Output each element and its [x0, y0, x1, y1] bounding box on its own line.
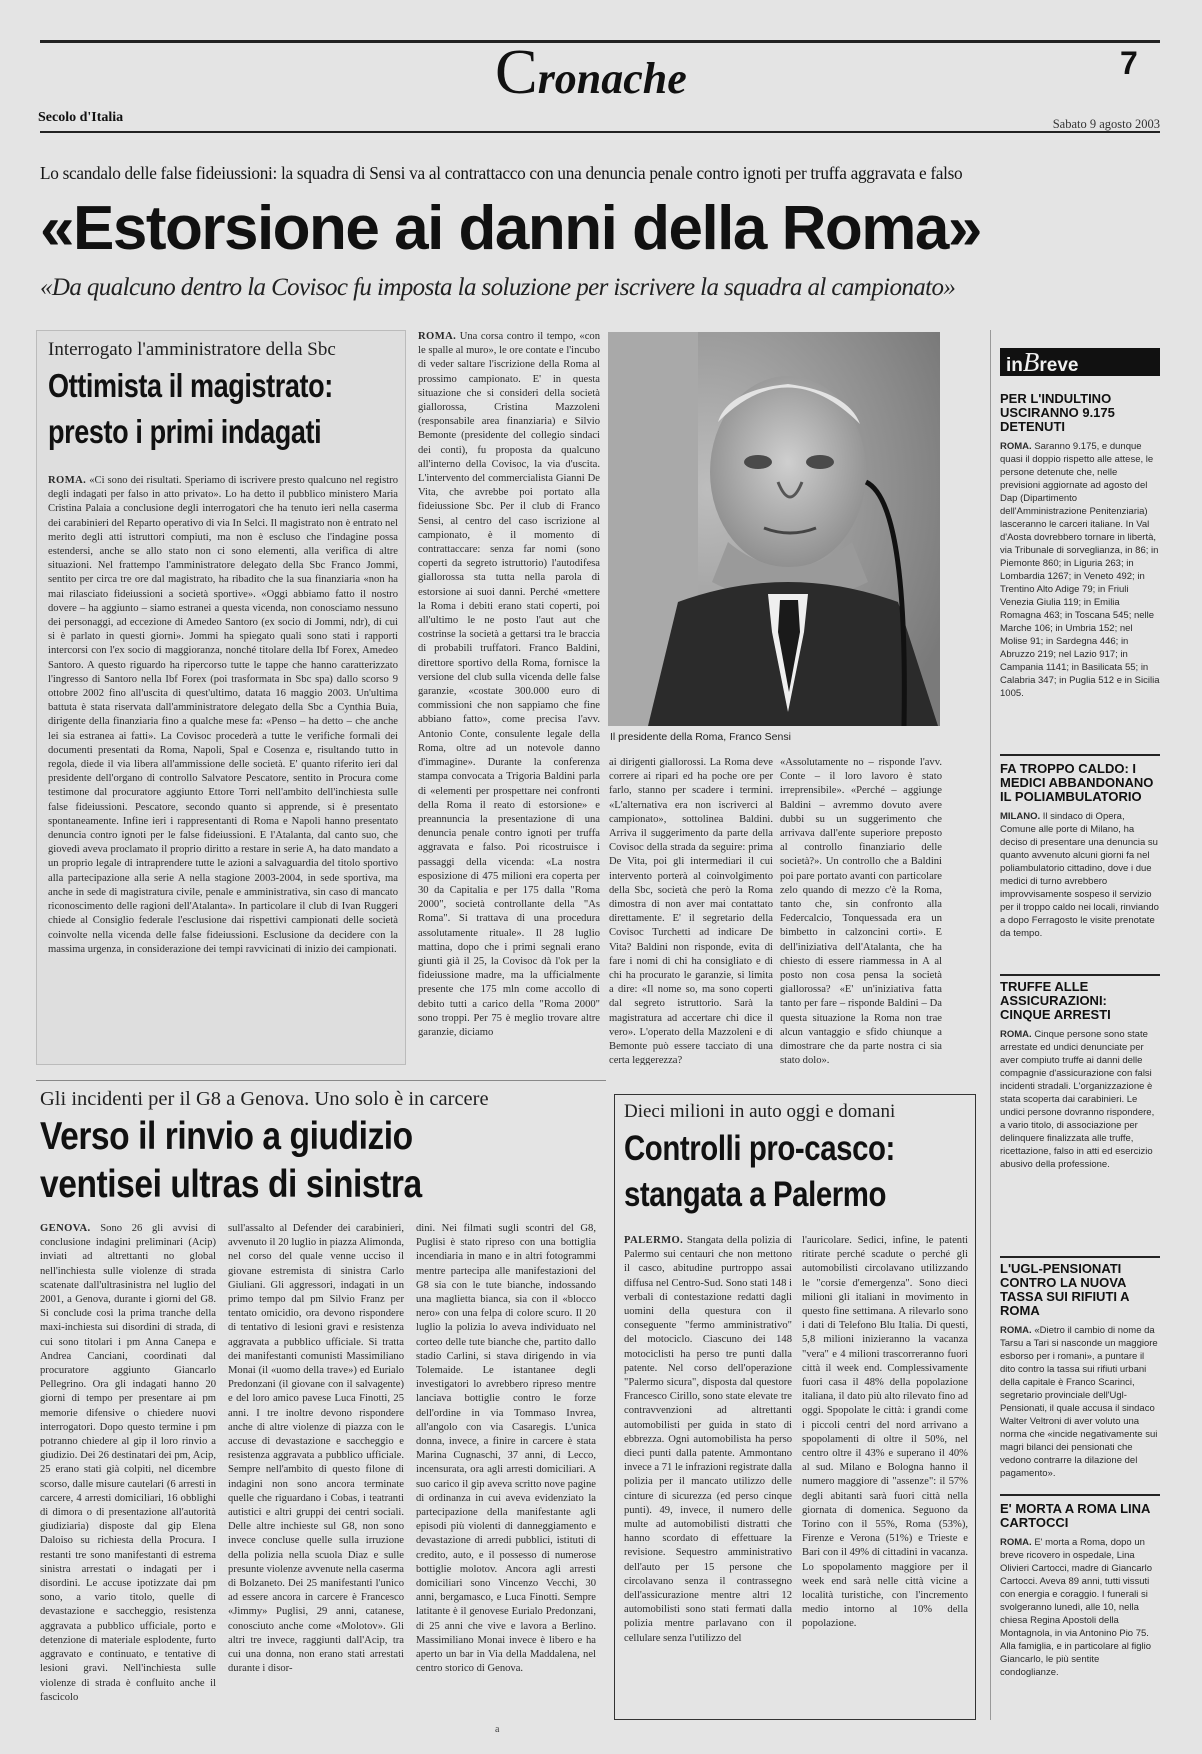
g8-col2-text: sull'assalto al Defender dei carabinieri, avvenuto il 20 luglio in piazza Alimonda, nel corso del quale venne ucciso il giovane estremista di sinistra Carlo Giuliani. Gli aggressori, indagati in un primo tempo dal pm Silvio Franz per tentato omicidio, ora devono rispondere di tentativo di lesioni gravi e resistenza aggravata a pubblico ufficiale. Si tratta dei manifestanti comunisti Massimiliano Monai (il «uomo della trave») ed Eurialo Predonzani (il giovane con il salvagente) e del loro amico pavese Luca Finotti, 25 anni. I tre inoltre devono rispondere anche di altre violenze di piazza con le accuse di devastazione e saccheggio e resistenza aggravata a pubblico ufficiale. Sempre nell'ambito di questo filone di indagini non sono ancora terminate quelle che riguardano i Cobas, i teatranti autistici e altri gruppi dei centri sociali. Delle altre inchieste sul G8, non sono invece concluse quelle sulla irruzione della polizia nella scuola Diaz e sulle presunte violenze avvenute nella caserma di Bolzaneto. Dei 25 manifestanti l'unico ad essere ancora in carcere è Francesco «Jimmy» Puglisi, 29 anni, catanese, conosciuto anche come «Molotov». Gli altri tre invece, raggiunti dall'Acip, tra cui una donna, non erano stati arrestati durante i disor- — [228, 1223, 404, 1675]
brief-2-title: FA TROPPO CALDO: I MEDICI ABBANDONANO IL POLIAMBULATORIO — [1000, 761, 1154, 804]
brief-1-text — [1000, 440, 1160, 744]
brief-1-dateline: ROMA. — [1000, 441, 1032, 452]
brief-3-text — [1000, 1028, 1160, 1250]
brief-3 — [1000, 980, 1160, 1250]
main-kicker: Lo scandalo delle false fideiussioni: la squadra di Sensi va al contrattacco con una denuncia penale contro ignoti per truffa aggravata e falso — [40, 163, 963, 183]
brief-2 — [1000, 762, 1160, 942]
page-number: 7 — [1120, 45, 1138, 81]
brief-2-dateline: MILANO. — [1000, 811, 1041, 822]
g8-headline-2: ventisei ultras di sinistra — [40, 1163, 422, 1206]
brief-5-dateline: ROMA. — [1000, 1537, 1032, 1548]
brief-4-text — [1000, 1324, 1160, 1520]
brief-2-body: Il sindaco di Opera, Comune alle porte di Milano, ha deciso di presentare una denuncia su quanto avvenuto alcuni giorni fa nel poliambulatorio cittadino, dove i due medici di turno avrebbero improvvisamente sospeso il servizio per il troppo caldo nei locali, rinviando a dopo Ferragosto le visite prenotate da tempo. — [1000, 811, 1159, 939]
brief-4-body: «Dietro il cambio di nome da Tarsu a Tari si nasconde un maggiore esborso per i romani», a puntare il dito contro la tassa sui rifiuti urbani della capitale è Franco Scarinci, segretario provinciale dell'Ugl-Pensionati, il quale accusa il sindaco Walter Veltroni di aver voluto una norma che «incide negativamente sui magri bilanci dei pensionati che vedono contrarre la dilazione del pagamento». — [1000, 1325, 1158, 1479]
g8-col-1 — [40, 1222, 216, 1717]
brief-1-title: PER L'INDULTINO USCIRANNO 9.175 DETENUTI — [1000, 391, 1115, 434]
g8-col3-text: dini. Nei filmati sugli scontri del G8, Puglisi è stato ripreso con una bottiglia incendiaria in mano e in altri fotogrammi mentre partecipa alle manifestazioni del G8 sia con le tute bianche, indossando una maglietta bianca, sia con il «blocco nero» con una felpa di colore scuro. Il 20 luglio la polizia lo aveva individuato nel corteo delle tute bianche che, partito dallo stadio Carlini, si stava dirigendo in via Tolemaide. Le istantanee degli investigatori lo avrebbero ripreso mentre lanciava bottiglie contro le forze dell'ordine in via Tommaso Invrea, all'angolo con via Casaregis. L'unica donna, invece, a finire in carcere è stata Marina Cugnaschi, 37 anni, di Lecco, incensurata, ora agli arresti domiciliari. A suo carico il gip aveva scritto nove pagine di ordinanza in cui aveva evidenziato la partecipazione della manifestante agli episodi più violenti di danneggiamento e devastazione di arredi pubblici, istituti di credito, auto, e il possesso di numerose bottiglie molotov. Ancora agli arresti domiciliari sono Vincenzo Vecchi, 30 anni, bergamasco, e Luca Finotti. Sempre latitante è il genovese Eurialo Predonzani, di 25 anni che vive e lavora a Berlino. Massimiliano Monai invece è libero e ha aperto un bar in Via della Maddalena, nel centro storico di Genova. — [416, 1223, 596, 1675]
brief-5-body: E' morta a Roma, dopo un breve ricovero in ospedale, Lina Olivieri Cartocci, madre di Giancarlo Cartocci. Aveva 89 anni, tutti vissuti con energia e coraggio. I funerali si svolgeranno lunedì, alle 10, nella chiesa Regina Apostoli della Montagnola, in via Antonino Pio 75. Alla famiglia, e in particolare al figlio Giancarlo, le più sentite condoglianze. — [1000, 1537, 1153, 1678]
issue-date: Sabato 9 agosto 2003 — [1052, 117, 1160, 131]
palermo-dateline: PALERMO. — [624, 1235, 684, 1246]
brief-2-text — [1000, 810, 1160, 942]
g8-kicker: Gli incidenti per il G8 a Genova. Uno solo è in carcere — [40, 1088, 489, 1110]
in-breve-b: B — [1022, 347, 1040, 377]
brief-3-title: TRUFFE ALLE ASSICURAZIONI: CINQUE ARRESTI — [1000, 979, 1111, 1022]
brief-5-title: E' MORTA A ROMA LINA CARTOCCI — [1000, 1501, 1150, 1530]
g8-col1-text: Sono 26 gli avvisi di conclusione indagini preliminari (Acip) inviati ad altrettanti no global nell'inchiesta sulle violenze di strada scatenate dall'ultrasinistra nel luglio del 2001, a Genova, durante i giorni del G8. Si conclude così la prima tranche della maxi-inchiesta sui disordini di strada, di cui sono titolari i pm Anna Canepa e Andrea Canciani, coordinati dal procuratore aggiunto Giancarlo Pellegrino. Ora gli indagati hanno 20 giorni di tempo per presentare ai pm memorie difensive o chiedere nuovi interrogatori. Dopo questo termine i pm potranno chiedere al gip il loro rinvio a giudizio. Dei 26 destinatari dei pm, Acip, 25 erano stati già colpiti, nel dicembre scorso, dalle misure cautelari (6 arresti in carcere, 4 arresti domiciliari, 16 obblighi di dimora o di presentazione all'autorità giudiziaria) disposte dal gip Elena Daloiso su richiesta della Procura. I restanti tre sono manifestanti di estrema sinistra arrestati o indagati per i disordini. Le accuse ipotizzate dai pm sono, a vario titolo, quelle di devastazione e saccheggio, resistenza aggravata a pubblico ufficiale, porto e detenzione di materiale esplodente, furto aggravato e continuato, e tentative di lesioni gravi. Nell'inchiesta sulle violenze di strada è confluito anche il fascicolo — [40, 1223, 216, 1703]
in-breve-logo — [1000, 348, 1160, 376]
magistrato-headline-2: presto i primi indagati — [48, 413, 322, 450]
brief-5 — [1000, 1502, 1160, 1688]
sidebar-divider — [990, 330, 991, 1720]
roma-col1-text: Una corsa contro il tempo, «con le spalle al muro», le ore contate e l'incubo di veder saltare l'iscrizione della Roma al prossimo campionato. E' in questa situazione che si consideri della società giallorossa, Cristina Mazzoleni (responsabile area finanziaria) e Silvio Bemonte (presidente del collegio sindaci dei conti), fu proposta da qualcuno all'interno della Covisoc, la via d'uscita. L'intervento del commercialista Gianni De Vita, che avrebbe poi portato alla fideiussione Sbc. Per il club di Franco Sensi, al centro del caso iscrizione al campionato, è il momento di contrattaccare: senza far nomi (sono coperti da segreto istruttorio) l'autodifesa giallorossa sta tutta nella parola di estorsione ai suoi danni. Perché «mettere la Roma i debiti erano stati coperti, poi all'ultimo le ne posto l'aut aut che costrinse la società a gettarsi tra le braccia di probabili truffatori. Franco Baldini, direttore sportivo della Roma, fornisce la versione del club sulla vicenda delle false garanzie, «costate 300.000 euro di commissioni che non sappiamo che fine abbiano fatto», come precisa l'avv. Antonio Conte, consulente legale della Roma, oltre ad un notevole danno d'immagine». Durante la conferenza stampa convocata a Trigoria Baldini parla di «elementi per prospettare nei confronti della Roma il reato di estorsione» e preannuncia la presentazione di una denuncia penale contro ignoti per truffa aggravata e falso. Poi ricostruisce i passaggi della vicenda: «La nostra esposizione di 475 milioni era coperta per 30 da Capitalia e per 175 dalla "Roma 2000", società controllante della "As Roma". Si trattava di una procedura assolutamente rituale». Il 28 luglio mattina, dopo che i primi segnali erano giunti già il 25, la Covisoc dà l'ok per la fideiussione madre, ma la ufficialmente presente che 175 mln come accollo di debito tutti a carico della "Roma 2000" sono troppi. Per 75 è meglio trovare altre garanzie, diciamo — [418, 331, 600, 1038]
g8-top-rule — [36, 1080, 606, 1081]
brief-rule-3 — [1000, 1256, 1160, 1258]
g8-col-3 — [416, 1222, 596, 1717]
palermo-col-2 — [802, 1234, 968, 1714]
g8-headline-1: Verso il rinvio a giudizio — [40, 1115, 413, 1158]
main-headline: «Estorsione ai danni della Roma» — [40, 194, 981, 263]
brief-rule-2 — [1000, 974, 1160, 976]
palermo-headline-2: stangata a Palermo — [624, 1175, 887, 1214]
main-subhead: «Da qualcuno dentro la Covisoc fu imposta la soluzione per iscrivere la squadra al campionato» — [40, 274, 956, 301]
palermo-headline-1: Controlli pro-casco: — [624, 1129, 895, 1168]
photo-caption: Il presidente della Roma, Franco Sensi — [610, 731, 791, 743]
roma-dateline: ROMA. — [418, 331, 457, 342]
roma-col-1 — [418, 330, 600, 1065]
brief-4 — [1000, 1262, 1160, 1520]
brief-3-dateline: ROMA. — [1000, 1029, 1032, 1040]
section-initial: C — [495, 36, 538, 107]
footer-mark: a — [495, 1724, 500, 1735]
brief-5-text — [1000, 1536, 1160, 1688]
brief-1-body: Saranno 9.175, e dunque quasi il doppio rispetto alle attese, le persone detenute che, nelle previsioni aggiornate ad agosto del Dap (Dipartimento dell'Amministrazione Penitenziaria) lasceranno le carceri italiane. In Val d'Aosta dovrebbero tornare in libertà, via Tribunale di sorveglianza, in 86; in Piemonte 860; in Liguria 263; in Lombardia 1267; in Veneto 492; in Trentino Alto Adige 79; in Friuli Venezia Giulia 119; in Emilia Romagna 463; in Toscana 545; nelle Marche 106; in Umbria 152; nel Molise 91; in Sardegna 446; in Abruzzo 219; nel Lazio 917; in Campania 1141; in Basilicata 55; in Calabria 347; in Puglia 512 e in Sicilia 1005. — [1000, 441, 1160, 699]
in-breve-rest: reve — [1039, 355, 1079, 376]
brief-3-body: Cinque persone sono state arrestate ed undici denunciate per aver compiuto truffe ai danni delle compagnie d'assicurazione con falsi incidenti stradali. L'organizzazione è stata scoperta dai carabinieri. Le undici persone dovranno rispondere, a vario titolo, di associazione per delinquere finalizzata alle truffe, ricettazione, falso in atti ed esercizio abusivo della professione. — [1000, 1029, 1155, 1170]
roma-col3-text: «Assolutamente no – risponde l'avv. Conte – il loro lavoro è stato irreprensibile». «Perché – aggiunge Baldini – avremmo dovuto avere dubbi su un suggerimento che arrivava dall'ente superiore preposto al controllo finanziario delle società?». Un controllo che a Baldini poi pare portato avanti con particolare zelo quando di mezzo c'è la Roma, tanto che, sin confronto alla Federcalcio, Tonquessada era un bimbetto in calzoncini corti». E dell'iniziativa dell'Atalanta, che ha chiesto di essere riammessa in A al posto non cosa pensa la società giallorossa? «E' un'iniziativa fatta tanto per fare – risponde Baldini – Da questa situazione la Roma non trae alcun vantaggio e sfido chiunque a dimostrare che da parte nostra ci sia stato dolo». — [780, 757, 942, 1065]
brief-1 — [1000, 392, 1160, 744]
palermo-col2-text: l'auricolare. Sedici, infine, le patenti ritirate perché scadute o perché gli automobilisti circolavano utilizzando le "corsie d'emergenza". Sono dieci milioni gli italiani in movimento in questo fine settimana. A rilevarlo sono i dati di Telefono Blu Italia. Di questi, 5,8 milioni inizieranno la vacanza "vera" e 4 milioni trascorreranno fuori città il week end. Complessivamente fuori casa il 48% della popolazione italiana, il dato più alto rilevato fino ad oggi. Spopolate le città: i grandi come i piccoli centri del nord arrivano a spopolamenti di oltre il 50%, nel centro oltre il 43% e superano il 40% al sud. Milano e Bologna hanno il numero maggiore di "assenze": il 57% degli abitanti sarà fuori città nella giornata di domenica. Seguono da Torino con il 55%, Roma (53%), Firenze e Verona (51%) e Trieste e Bari con il 49% di cittadini in vacanza. Lo spopolamento maggiore per il week end sarà nelle città vicine a località turistiche, con l'incremento medio intorno al 10% della popolazione. — [802, 1235, 968, 1630]
section-title — [495, 36, 755, 107]
brief-4-title: L'UGL-PENSIONATI CONTRO LA NUOVA TASSA SUI RIFIUTI A ROMA — [1000, 1261, 1130, 1318]
brief-rule-4 — [1000, 1494, 1160, 1496]
paper-name: Secolo d'Italia — [38, 110, 124, 125]
magistrato-dateline: ROMA. — [48, 475, 87, 486]
photo-sensi — [608, 332, 940, 726]
masthead-bottom-rule — [40, 131, 1160, 133]
portrait-figure — [608, 332, 940, 726]
g8-col-2 — [228, 1222, 404, 1717]
roma-col2-text: ai dirigenti giallorossi. La Roma deve correre ai ripari ed ha poche ore per farlo, stanno per scadere i termini. «L'alternativa era non iscriverci al campionato», sottolinea Baldini. Arriva il suggerimento da parte della Covisoc della strada da seguire: prima De Vita, poi gli intermediari il cui intervento porterà al coinvolgimento della Sbc, società che però la Roma dimostra di non aver mai contattato direttamente. E' il segretario della Covisoc Turchetti ad indicare De Vita? Baldini non risponde, evita di fare i nomi di chi ha consigliato e di chi ha procurato le garanzie, si limita a dire: «Il nome so, ma sono coperti dal segreto istruttorio. Sarà la magistratura ad accertare chi dice il vero». L'operato della Mazzoleni e di Bemonte può essere tacciato di una certa leggerezza? — [609, 757, 773, 1065]
brief-4-dateline: ROMA. — [1000, 1325, 1032, 1336]
palermo-col1-text: Stangata della polizia di Palermo sui centauri che non mettono il casco, abitudine purtroppo assai diffusa nel Centro-Sud. Sono stati 148 i verbali di contestazione redatti dagli uomini della questura con il conseguente "fermo amministrativo" del motociclo. Ciascuno dei 148 motociclisti ha perso tre punti dalla patente. Nel corso dell'operazione "Palermo sicura", disposta dal questore Francesco Cirillo, sono state elevate tre contravvenzioni ad altrettanti automobilisti per guida in stato di ebbrezza. Ogni automobilista ha perso dieci punti dalla patente. Ammontano invece a 71 le infrazioni registrate dalla polizia per il mancato utilizzo delle cinture di sicurezza (ed perso cinque punti). 49, invece, il numero delle multe ad automobilisti distratti che hanno scordato di effettuare la revisione. Sequestro amministrativo dell'auto per 15 persone che circolavano senza il contrassegno dell'assicurazione mentre altri 12 automobilisti sono stati fermati dalla polizia mentre parlavano con il cellulare senza l'utilizzo del — [624, 1235, 792, 1644]
in-breve-in: in — [1006, 355, 1023, 376]
magistrato-text: «Ci sono dei risultati. Speriamo di iscrivere presto qualcuno nel registro degli indagati per falso in atto privato». Lo ha detto il pubblico ministero Maria Cristina Palaia a conclusione degli interrogatori che ha tenuto ieri nella caserma dei carabinieri del Reparto operativo di via In Selci. Il magistrato non è entrato nel merito degli atti istruttori compiuti, ma non è escluso che l'indagine possa estendersi, anche se allo stato non ci sono elementi, alla verifica di altre situazioni. Nel frattempo l'amministratore delegato della Sbc Franco Jommi, sentito per circa tre ore dal magistrato, ha ribadito che la sua finanziaria «non ha mai rilasciato fideiussioni a società sportive». «Oggi abbiamo fatto il nostro dovere – ha aggiunto – siamo estranei a questa vicenda, non conosciamo nessuno dei personaggi, ad eccezione di Amedeo Santoro (ex socio di Jommi, ndr), di cui si è parlato in questi giorni». Jommi ha spiegato quali sono stati i rapporti intercorsi con l'ex socio di maggioranza, nonché titolare della Ibf Forex, Amedeo Santoro. A questo riguardo ha ripercorso tutte le tappe che hanno caratterizzato l'ingresso di Santoro nella Ibf Forex (poi trasformata in Sbc spa) dallo scorso 9 ottobre 2002 fino all'uscita di quest'ultimo, datata 16 maggio 2003. Un'ultima battuta è stata riservata dall'amministratore delegato della Sbc a Cynthia Buia, dirigente della finanziaria fino a qualche mese fa: «Penso – ha detto – che anche lei sia estranea ai fatti». La Covisoc procederà a tutte le verifiche formali dei documenti presentati da Roma, Napoli, Spal e Cosenza e, risultando tutto in regola, diede il via libera all'ammissione delle società. E' quanto riferito ieri dal presidente dell'organo di controllo Salvatore Pescatore, sentito in Procura come testimone dal procuratore aggiunto Ettore Torri nell'ambito dell'inchiesta sulle false fideiussioni. Pescatore, secondo quanto si apprende, si è presentato spontaneamente. Infine ieri i rappresentanti di Roma e Napoli hanno presentato denuncia contro ignoti per le false fideiussioni. E l'Atalanta, dal canto suo, che giovedì aveva proclamato il proprio diritto a restare in serie A, ha dato mandato a un proprio legale di intraprendere tutte le azioni a salvaguardia del titolo sportivo alla partecipazione alla serie A nella stagione 2003-2004, in sede sportiva, ma anche in sede di magistratura civile, penale e amministrativa, sin caso di mancato riconoscimento delle ragioni dell'Atalanta». In particolare il club di Ivan Ruggeri chiede al Consiglio federale l'esclusione dai rispettivi campionati delle società coinvolte nella vicenda delle false fideiussioni. Esclusione da decidere con la massima urgenza, in considerazione dei tempi ravvicinati di inizio dei campionati. — [48, 475, 398, 955]
section-name: ronache — [537, 54, 687, 103]
palermo-col-1 — [624, 1234, 792, 1714]
magistrato-body — [48, 474, 398, 1059]
magistrato-kicker: Interrogato l'amministratore della Sbc — [48, 339, 336, 360]
roma-col-2 — [609, 756, 773, 1065]
g8-dateline: GENOVA. — [40, 1223, 91, 1234]
magistrato-headline-1: Ottimista il magistrato: — [48, 367, 333, 404]
palermo-kicker: Dieci milioni in auto oggi e domani — [624, 1101, 896, 1122]
roma-col-3 — [780, 756, 942, 1065]
brief-rule-1 — [1000, 754, 1160, 756]
